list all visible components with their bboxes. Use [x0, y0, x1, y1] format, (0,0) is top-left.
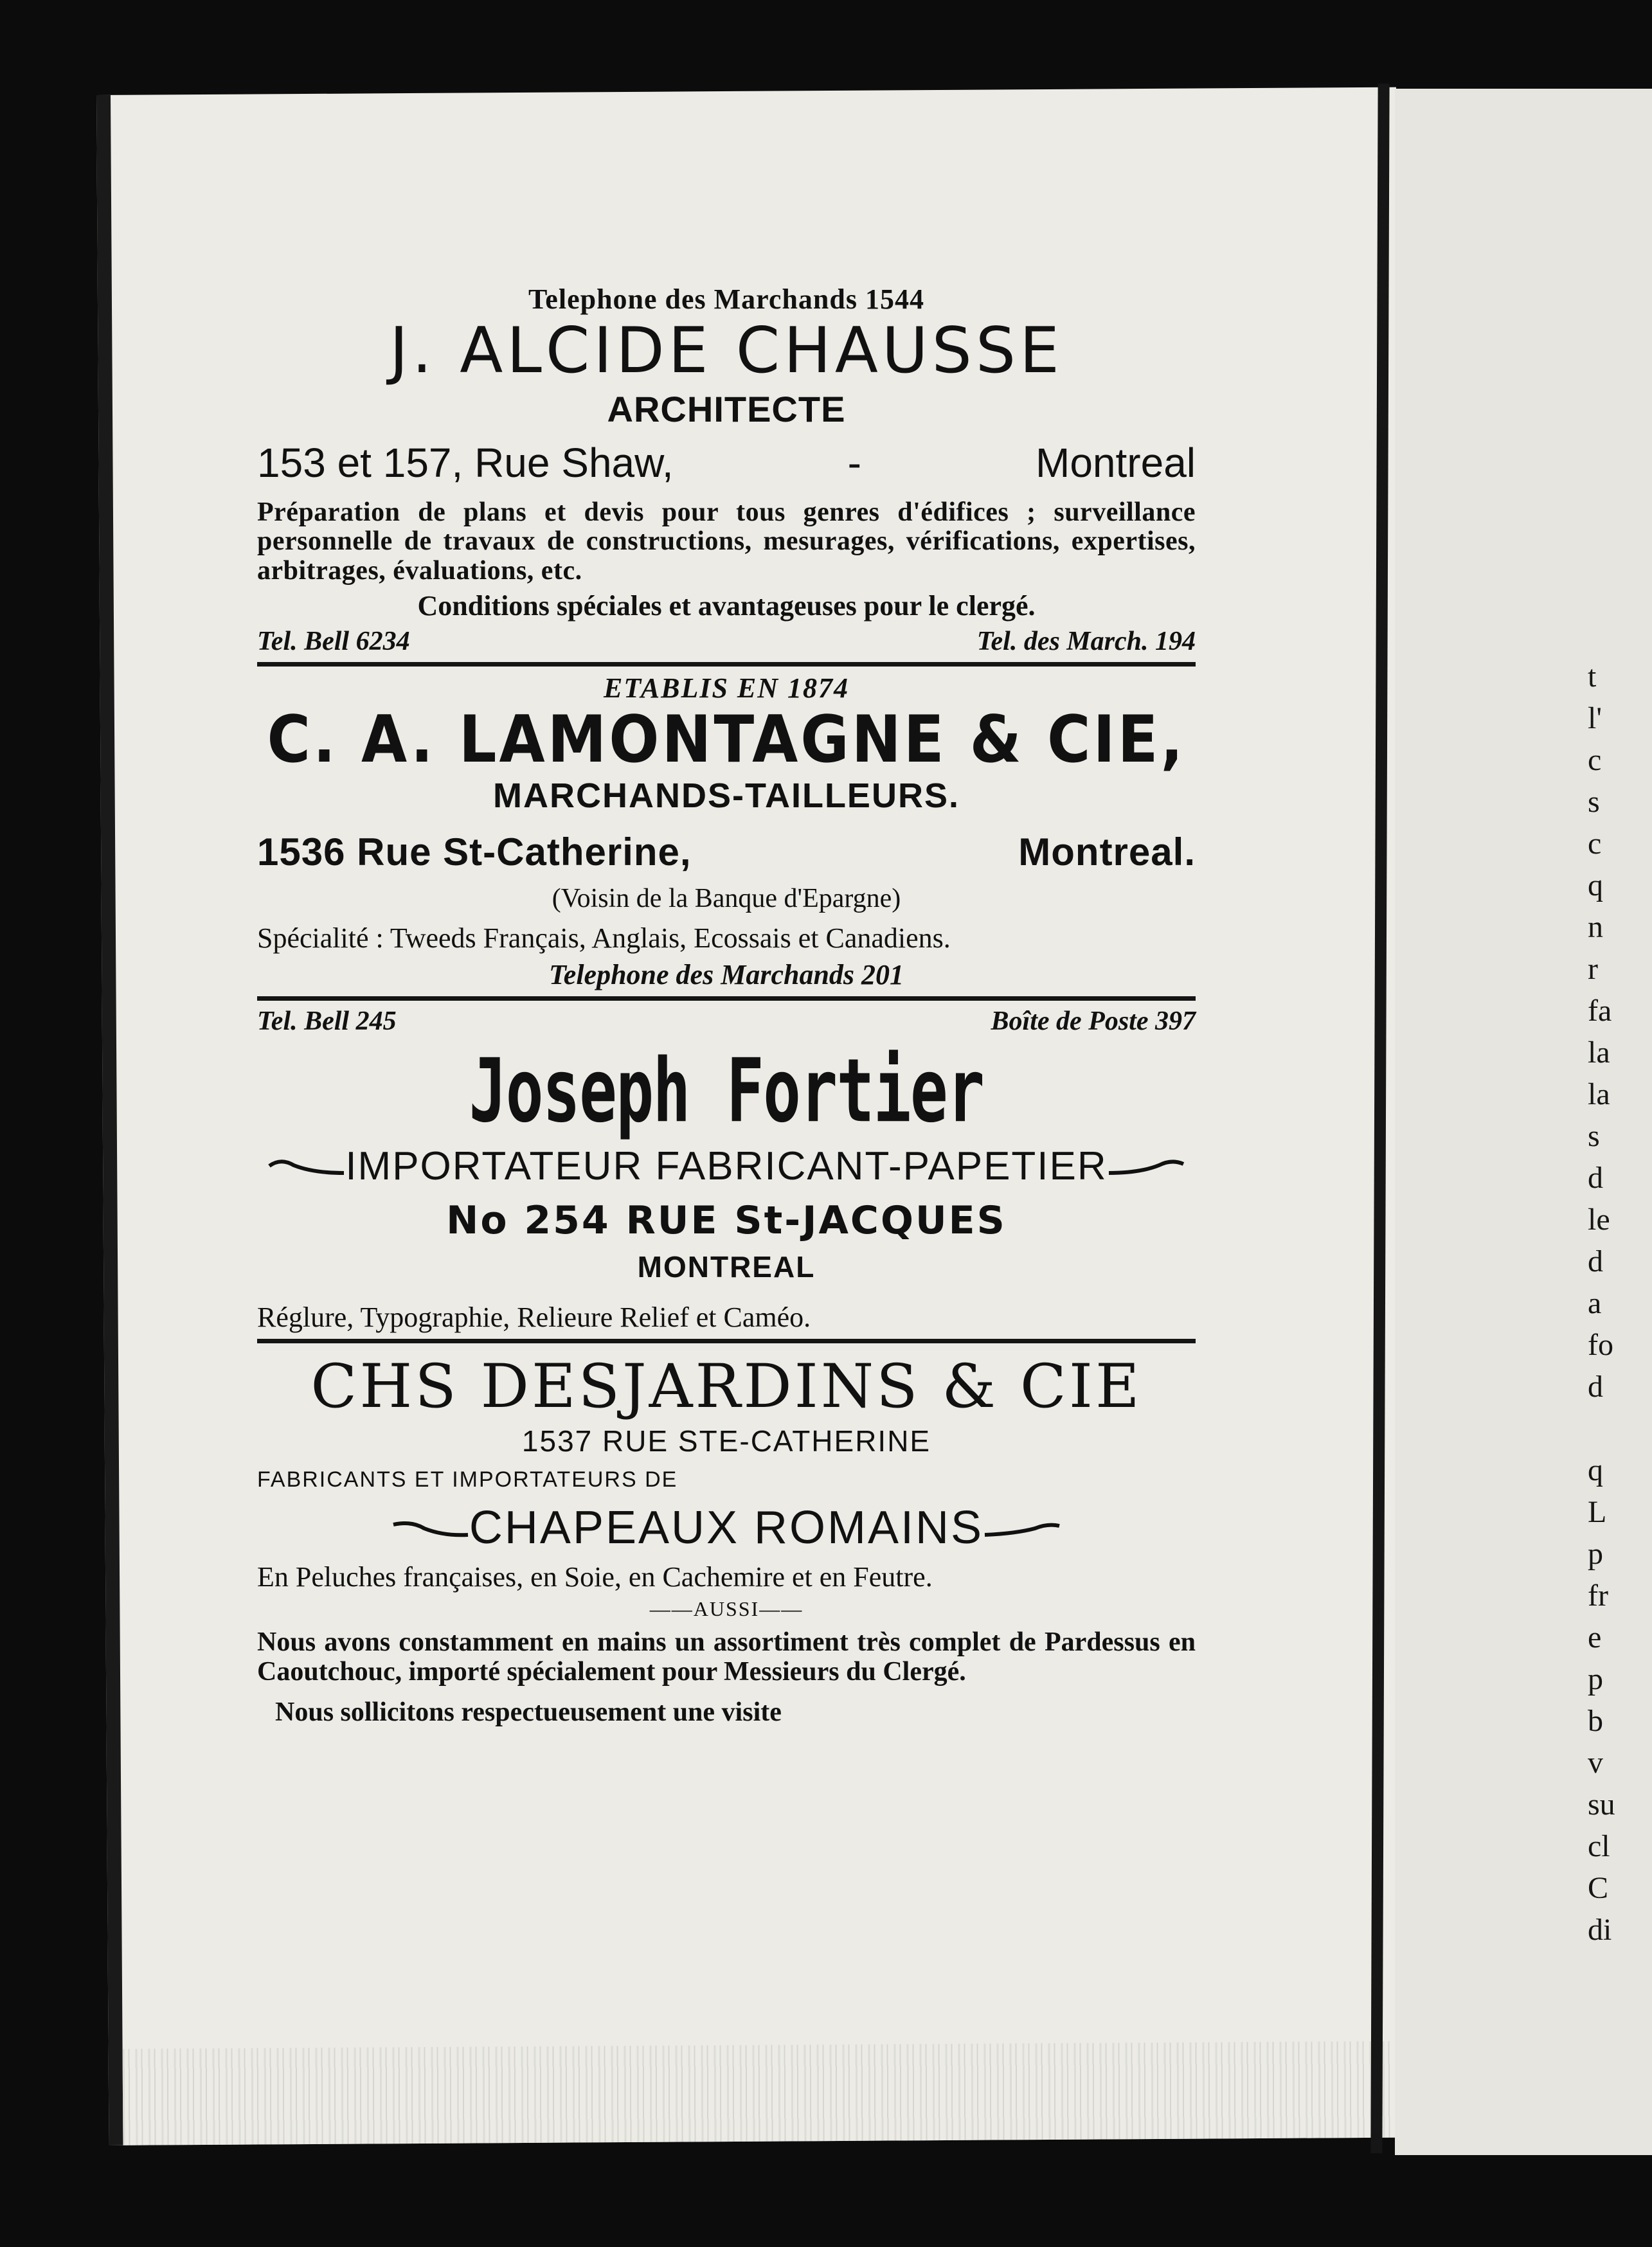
adjacent-page-letter: la [1588, 1077, 1610, 1111]
right-flourish-icon [1108, 1156, 1185, 1176]
adjacent-page-letter: e [1588, 1620, 1602, 1654]
aussi-label: ——AUSSI—— [649, 1597, 804, 1621]
ad-chausse [257, 283, 1196, 657]
materials: En Peluches françaises, en Soie, en Cachemire et en Feutre. [257, 1561, 933, 1593]
adjacent-page-letter: c [1588, 827, 1602, 861]
adjacent-page-letters [1588, 656, 1615, 1951]
adjacent-page-letter [1588, 1408, 1607, 1449]
adjacent-page-letter: b [1588, 1704, 1603, 1738]
left-flourish-icon [268, 1156, 345, 1176]
adjacent-page-letter: fr [1588, 1579, 1608, 1613]
business-name: CHS DESJARDINS & CIE [310, 1351, 1142, 1422]
right-flourish-icon [983, 1518, 1061, 1537]
adjacent-page-letter: d [1588, 1161, 1603, 1195]
street-address: 1536 Rue St-Catherine, [257, 830, 692, 874]
notice: Nous avons constamment en mains un assortiment très complet de Pardessus en Caoutchouc, importé spécialement pour Messieurs du Clergé. [257, 1627, 1196, 1687]
adjacent-page-letter: c [1588, 743, 1602, 777]
product-row [257, 1501, 1196, 1554]
left-flourish-icon [392, 1518, 469, 1537]
ad-telephone: Telephone des Marchands 201 [548, 959, 904, 991]
adjacent-page-letter: L [1588, 1495, 1607, 1529]
street-address: 153 et 157, Rue Shaw, [257, 439, 674, 486]
business-name: C. A. LAMONTAGNE & CIE, [267, 701, 1186, 778]
dash-separator: - [847, 439, 861, 486]
conditions: Conditions spéciales et avantageuses pour le clergé. [417, 589, 1036, 622]
specialty: Spécialité : Tweeds Français, Anglais, Ecossais et Canadiens. [257, 922, 951, 954]
contact-row [257, 1006, 1196, 1037]
business-name: Joseph Fortier [469, 1039, 984, 1142]
adjacent-page-letter: d [1588, 1370, 1603, 1404]
established-year: ETABLIS EN 1874 [603, 672, 850, 704]
adjacent-page-letter: C [1588, 1871, 1609, 1905]
business-name: J. ALCIDE CHAUSSE [390, 314, 1063, 388]
adjacent-page-letter: su [1588, 1787, 1615, 1822]
description: Préparation de plans et devis pour tous genres d'édifices ; surveillance personnelle de travaux de constructions, mesurages, vérifications, expertises, arbitrages, évaluations, etc. [257, 497, 1196, 586]
profession-row [257, 1143, 1196, 1189]
adjacent-page-letter: q [1588, 868, 1603, 902]
visit-request: Nous sollicitons respectueusement une visite [275, 1697, 782, 1728]
adjacent-page-letter: l' [1588, 701, 1602, 735]
adjacent-page [1395, 89, 1652, 2155]
tel-march: Tel. des March. 194 [976, 626, 1196, 656]
address-row [257, 830, 1196, 874]
page-edge-texture [123, 2041, 1409, 2145]
street-address: 1537 RUE STE-CATHERINE [521, 1424, 931, 1458]
adjacent-page-letter: di [1588, 1913, 1612, 1947]
city: Montreal [1036, 439, 1196, 486]
adjacent-page-letter: n [1588, 910, 1603, 944]
adjacent-page-letter: s [1588, 785, 1600, 819]
profession: ARCHITECTE [607, 388, 846, 429]
adjacent-page-letter: p [1588, 1537, 1603, 1571]
adjacent-page-letter: fo [1588, 1328, 1613, 1362]
tel-bell: Tel. Bell 245 [257, 1007, 397, 1037]
adjacent-page-letter: r [1588, 952, 1598, 986]
adjacent-page-letter: a [1588, 1286, 1602, 1320]
services: Réglure, Typographie, Relieure Relief et Caméo. [257, 1301, 811, 1333]
street-address: No 254 RUE St-JACQUES [446, 1197, 1007, 1243]
divider-rule [257, 662, 1196, 667]
divider-rule [257, 996, 1196, 1001]
city: MONTREAL [637, 1249, 816, 1284]
advertisement-column [257, 283, 1196, 1728]
ad-telephone: Telephone des Marchands 1544 [528, 283, 924, 315]
address-row [257, 439, 1196, 487]
adjacent-page-letter: s [1588, 1119, 1600, 1153]
neighbor-note: (Voisin de la Banque d'Epargne) [552, 884, 901, 914]
adjacent-page-letter: fa [1588, 994, 1612, 1028]
adjacent-page-letter: d [1588, 1244, 1603, 1278]
profession: IMPORTATEUR FABRICANT-PAPETIER [345, 1143, 1108, 1188]
product-name: CHAPEAUX ROMAINS [469, 1502, 984, 1554]
divider-rule [257, 1339, 1196, 1343]
adjacent-page-letter: p [1588, 1662, 1603, 1696]
ad-desjardins [257, 1351, 1196, 1728]
tel-bell: Tel. Bell 6234 [257, 626, 410, 656]
adjacent-page-letter: la [1588, 1035, 1610, 1070]
adjacent-page-letter: cl [1588, 1829, 1610, 1863]
makers-line: FABRICANTS ET IMPORTATEURS DE [257, 1467, 678, 1492]
adjacent-page-letter: q [1588, 1453, 1603, 1487]
adjacent-page-letter: le [1588, 1203, 1610, 1237]
telephone-row [257, 626, 1196, 657]
po-box: Boîte de Poste 397 [991, 1007, 1196, 1037]
profession: MARCHANDS-TAILLEURS. [493, 776, 960, 816]
ad-fortier [257, 1006, 1196, 1334]
city: Montreal. [1018, 830, 1196, 874]
adjacent-page-letter: t [1588, 659, 1597, 694]
adjacent-page-letter: v [1588, 1746, 1603, 1780]
ad-lamontagne [257, 672, 1196, 991]
